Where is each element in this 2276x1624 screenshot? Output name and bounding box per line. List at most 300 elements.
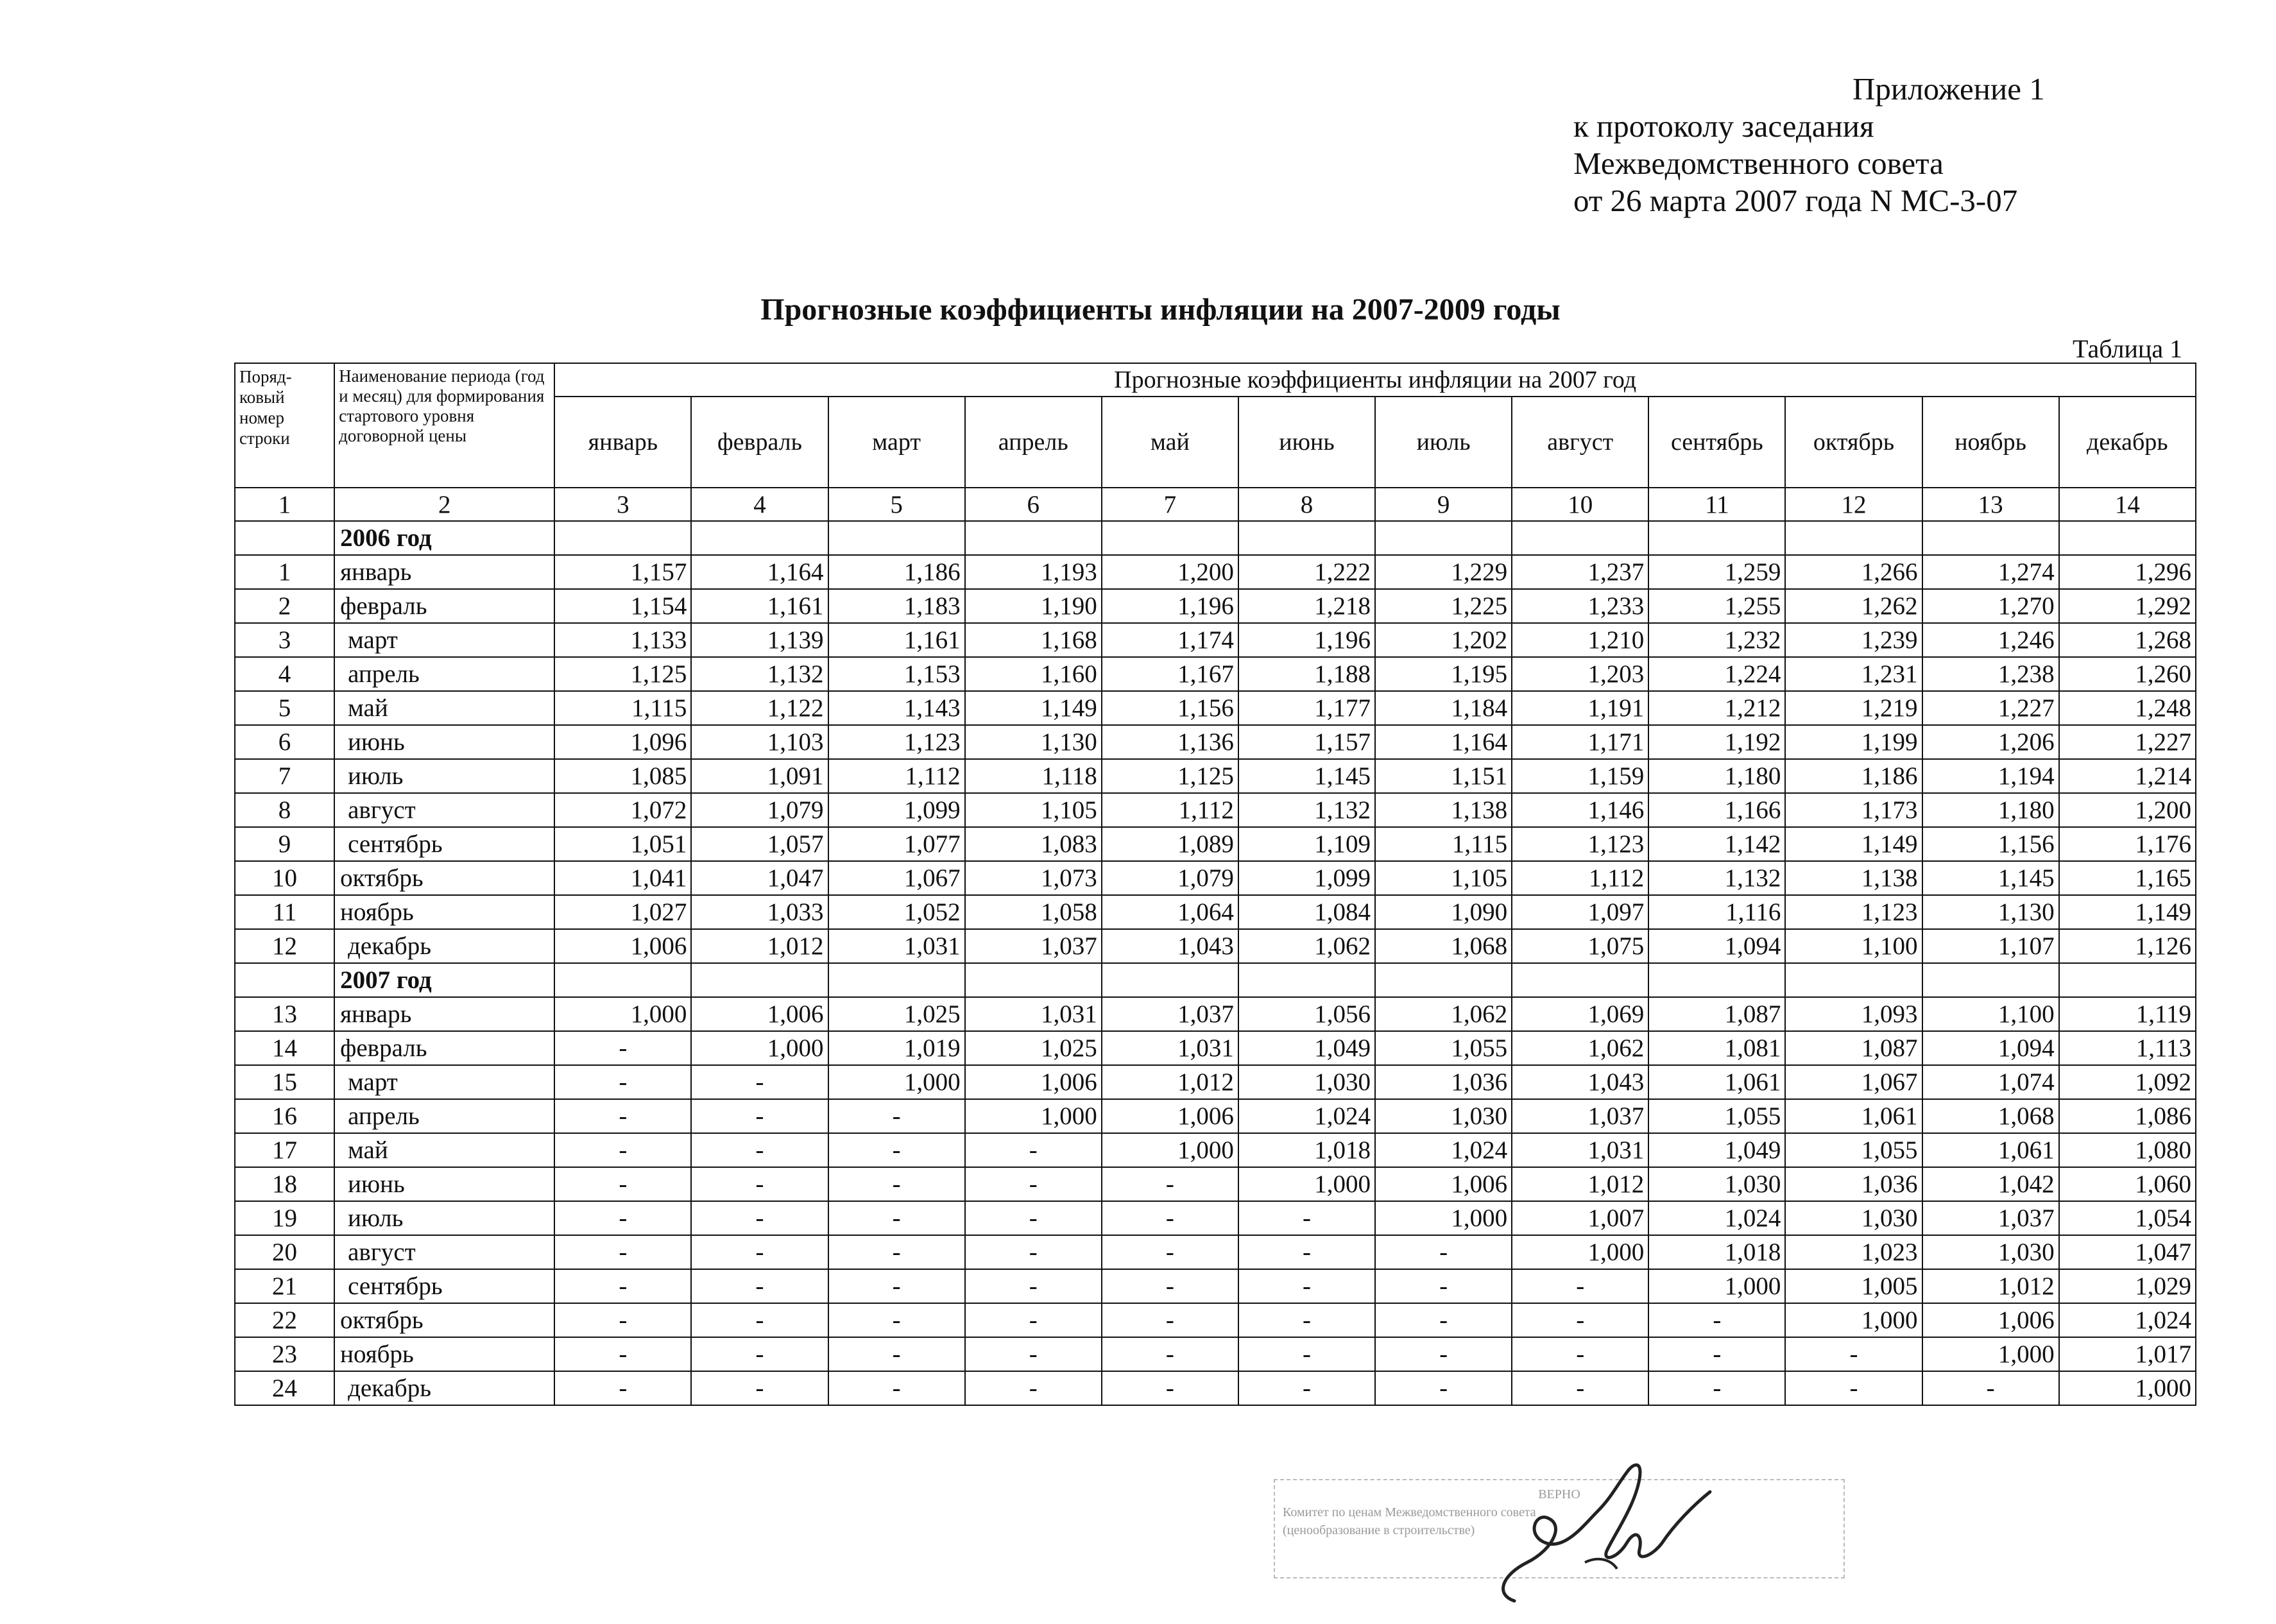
coefficient-cell: 1,173 bbox=[1785, 793, 1922, 827]
coefficient-cell: 1,126 bbox=[2059, 929, 2196, 963]
table-row bbox=[235, 555, 2196, 589]
coefficient-cell: 1,006 bbox=[1375, 1167, 1512, 1201]
coefficient-cell: 1,099 bbox=[828, 793, 965, 827]
coefficient-cell: 1,030 bbox=[1648, 1167, 1785, 1201]
empty-cell bbox=[1922, 963, 2059, 997]
header-month-4: апрель bbox=[965, 397, 1102, 488]
coefficient-cell: - bbox=[965, 1133, 1102, 1167]
coefficient-cell: 1,079 bbox=[1102, 861, 1238, 895]
coefficient-cell: 1,212 bbox=[1648, 691, 1785, 725]
header-month-5: май bbox=[1102, 397, 1238, 488]
coefficient-cell: 1,105 bbox=[1375, 861, 1512, 895]
coefficient-cell: 1,142 bbox=[1648, 827, 1785, 861]
coefficient-cell: 1,084 bbox=[1238, 895, 1375, 929]
coefficient-cell: 1,036 bbox=[1785, 1167, 1922, 1201]
empty-cell bbox=[691, 963, 828, 997]
coefficient-cell: 1,115 bbox=[1375, 827, 1512, 861]
coefficient-cell: - bbox=[554, 1065, 691, 1099]
coefficient-cell: 1,112 bbox=[828, 759, 965, 793]
coefficient-cell: - bbox=[965, 1371, 1102, 1405]
coefficient-cell: 1,061 bbox=[1648, 1065, 1785, 1099]
coefficient-cell: 1,000 bbox=[2059, 1371, 2196, 1405]
period-name: август bbox=[334, 1235, 554, 1269]
coefficient-cell: 1,094 bbox=[1922, 1031, 2059, 1065]
coefficient-cell: - bbox=[1922, 1371, 2059, 1405]
coefficient-cell: 1,161 bbox=[691, 589, 828, 623]
coefficient-cell: 1,138 bbox=[1375, 793, 1512, 827]
table-row bbox=[235, 725, 2196, 759]
empty-cell bbox=[235, 963, 334, 997]
coefficient-cell: 1,012 bbox=[1102, 1065, 1238, 1099]
coefficient-cell: 1,113 bbox=[2059, 1031, 2196, 1065]
coefficient-cell: - bbox=[1375, 1235, 1512, 1269]
coefficient-cell: 1,192 bbox=[1648, 725, 1785, 759]
coefficient-cell: 1,156 bbox=[1922, 827, 2059, 861]
row-number: 22 bbox=[235, 1303, 334, 1337]
coefficient-cell: - bbox=[554, 1303, 691, 1337]
empty-cell bbox=[1375, 521, 1512, 555]
coefficient-cell: 1,061 bbox=[1922, 1133, 2059, 1167]
period-name: март bbox=[334, 623, 554, 657]
coefficient-cell: 1,024 bbox=[1375, 1133, 1512, 1167]
period-name: март bbox=[334, 1065, 554, 1099]
row-number: 11 bbox=[235, 895, 334, 929]
coefficient-cell: - bbox=[1102, 1201, 1238, 1235]
coefficient-cell: - bbox=[1238, 1235, 1375, 1269]
coefficient-cell: 1,231 bbox=[1785, 657, 1922, 691]
coefficient-cell: - bbox=[691, 1371, 828, 1405]
coefficient-cell: 1,031 bbox=[828, 929, 965, 963]
coefficient-cell: 1,067 bbox=[828, 861, 965, 895]
table-row bbox=[235, 1065, 2196, 1099]
coefficient-cell: 1,073 bbox=[965, 861, 1102, 895]
table-row bbox=[235, 929, 2196, 963]
coefficient-cell: 1,027 bbox=[554, 895, 691, 929]
coefficient-cell: 1,037 bbox=[965, 929, 1102, 963]
coefficient-cell: 1,145 bbox=[1238, 759, 1375, 793]
coefficient-cell: 1,190 bbox=[965, 589, 1102, 623]
period-name: июнь bbox=[334, 1167, 554, 1201]
coefficient-cell: 1,122 bbox=[691, 691, 828, 725]
coefficient-cell: - bbox=[1102, 1235, 1238, 1269]
coefficient-cell: 1,051 bbox=[554, 827, 691, 861]
coefficient-cell: 1,136 bbox=[1102, 725, 1238, 759]
header-month-10: октябрь bbox=[1785, 397, 1922, 488]
coefficient-cell: 1,191 bbox=[1512, 691, 1648, 725]
coefficient-cell: 1,171 bbox=[1512, 725, 1648, 759]
coefficient-cell: 1,118 bbox=[965, 759, 1102, 793]
coefficient-cell: 1,200 bbox=[2059, 793, 2196, 827]
coefficient-cell: 1,097 bbox=[1512, 895, 1648, 929]
coefficient-cell: 1,177 bbox=[1238, 691, 1375, 725]
coefficient-cell: 1,067 bbox=[1785, 1065, 1922, 1099]
coefficient-cell: 1,165 bbox=[2059, 861, 2196, 895]
column-numbers-row bbox=[235, 488, 2196, 521]
period-name: октябрь bbox=[334, 861, 554, 895]
coefficient-cell: 1,180 bbox=[1648, 759, 1785, 793]
coefficient-cell: 1,115 bbox=[554, 691, 691, 725]
coefficient-cell: 1,079 bbox=[691, 793, 828, 827]
document-title: Прогнозные коэффициенты инфляции на 2007-2009 годы bbox=[760, 293, 1561, 327]
coefficient-cell: 1,024 bbox=[1238, 1099, 1375, 1133]
coefficient-cell: - bbox=[554, 1031, 691, 1065]
coefficient-cell: 1,041 bbox=[554, 861, 691, 895]
empty-cell bbox=[965, 521, 1102, 555]
coefficient-cell: 1,130 bbox=[1922, 895, 2059, 929]
coefficient-cell: 1,132 bbox=[691, 657, 828, 691]
appendix-note bbox=[1573, 71, 2045, 219]
empty-cell bbox=[1512, 521, 1648, 555]
coefficient-cell: 1,000 bbox=[1375, 1201, 1512, 1235]
coefficient-cell: 1,031 bbox=[965, 997, 1102, 1031]
period-name: ноябрь bbox=[334, 895, 554, 929]
header-month-2: февраль bbox=[691, 397, 828, 488]
column-number: 8 bbox=[1238, 488, 1375, 521]
period-name: май bbox=[334, 1133, 554, 1167]
coefficient-cell: - bbox=[691, 1133, 828, 1167]
empty-cell bbox=[2059, 521, 2196, 555]
table-row bbox=[235, 861, 2196, 895]
coefficient-cell: - bbox=[554, 1337, 691, 1371]
coefficient-cell: 1,042 bbox=[1922, 1167, 2059, 1201]
coefficient-cell: 1,062 bbox=[1375, 997, 1512, 1031]
coefficient-cell: 1,227 bbox=[2059, 725, 2196, 759]
row-number: 16 bbox=[235, 1099, 334, 1133]
coefficient-cell: 1,058 bbox=[965, 895, 1102, 929]
coefficient-cell: 1,159 bbox=[1512, 759, 1648, 793]
coefficient-cell: 1,274 bbox=[1922, 555, 2059, 589]
empty-cell bbox=[1648, 521, 1785, 555]
coefficient-cell: 1,075 bbox=[1512, 929, 1648, 963]
empty-cell bbox=[828, 521, 965, 555]
period-name: июль bbox=[334, 1201, 554, 1235]
coefficient-cell: 1,000 bbox=[1238, 1167, 1375, 1201]
table-row bbox=[235, 1235, 2196, 1269]
coefficient-cell: - bbox=[1238, 1269, 1375, 1303]
coefficient-cell: 1,229 bbox=[1375, 555, 1512, 589]
coefficient-cell: 1,049 bbox=[1238, 1031, 1375, 1065]
coefficient-cell: 1,006 bbox=[965, 1065, 1102, 1099]
coefficient-cell: 1,000 bbox=[965, 1099, 1102, 1133]
coefficient-cell: 1,183 bbox=[828, 589, 965, 623]
coefficient-cell: 1,054 bbox=[2059, 1201, 2196, 1235]
coefficient-cell: 1,006 bbox=[1922, 1303, 2059, 1337]
table-row bbox=[235, 1099, 2196, 1133]
column-number: 11 bbox=[1648, 488, 1785, 521]
period-name: июль bbox=[334, 759, 554, 793]
coefficient-cell: 1,012 bbox=[691, 929, 828, 963]
coefficient-cell: 1,210 bbox=[1512, 623, 1648, 657]
coefficient-cell: 1,203 bbox=[1512, 657, 1648, 691]
coefficient-cell: 1,047 bbox=[691, 861, 828, 895]
coefficient-cell: 1,017 bbox=[2059, 1337, 2196, 1371]
coefficient-cell: 1,225 bbox=[1375, 589, 1512, 623]
period-name: июнь bbox=[334, 725, 554, 759]
coefficient-cell: 1,237 bbox=[1512, 555, 1648, 589]
coefficient-cell: - bbox=[554, 1099, 691, 1133]
row-number: 20 bbox=[235, 1235, 334, 1269]
coefficient-cell: 1,087 bbox=[1648, 997, 1785, 1031]
header-month-7: июль bbox=[1375, 397, 1512, 488]
coefficient-cell: - bbox=[691, 1235, 828, 1269]
coefficient-cell: - bbox=[1102, 1303, 1238, 1337]
coefficient-cell: 1,132 bbox=[1648, 861, 1785, 895]
coefficient-cell: 1,030 bbox=[1238, 1065, 1375, 1099]
coefficient-cell: - bbox=[691, 1201, 828, 1235]
table-row bbox=[235, 1337, 2196, 1371]
coefficient-cell: 1,116 bbox=[1648, 895, 1785, 929]
table-row bbox=[235, 691, 2196, 725]
coefficient-cell: 1,255 bbox=[1648, 589, 1785, 623]
column-number: 5 bbox=[828, 488, 965, 521]
period-name: сентябрь bbox=[334, 827, 554, 861]
period-name: февраль bbox=[334, 1031, 554, 1065]
coefficient-cell: 1,055 bbox=[1648, 1099, 1785, 1133]
coefficient-cell: 1,005 bbox=[1785, 1269, 1922, 1303]
year-row bbox=[235, 521, 2196, 555]
coefficient-cell: - bbox=[1375, 1337, 1512, 1371]
empty-cell bbox=[2059, 963, 2196, 997]
column-number: 10 bbox=[1512, 488, 1648, 521]
coefficient-cell: 1,232 bbox=[1648, 623, 1785, 657]
table-row bbox=[235, 793, 2196, 827]
table-row bbox=[235, 1269, 2196, 1303]
coefficient-cell: 1,000 bbox=[1512, 1235, 1648, 1269]
coefficient-cell: 1,096 bbox=[554, 725, 691, 759]
empty-cell bbox=[1238, 521, 1375, 555]
empty-cell bbox=[1375, 963, 1512, 997]
empty-cell bbox=[554, 963, 691, 997]
coefficient-cell: 1,199 bbox=[1785, 725, 1922, 759]
coefficient-cell: - bbox=[828, 1235, 965, 1269]
coefficient-cell: 1,145 bbox=[1922, 861, 2059, 895]
coefficient-cell: 1,036 bbox=[1375, 1065, 1512, 1099]
coefficient-cell: 1,012 bbox=[1922, 1269, 2059, 1303]
year-label: 2007 год bbox=[334, 963, 554, 997]
empty-cell bbox=[1785, 521, 1922, 555]
empty-cell bbox=[554, 521, 691, 555]
empty-cell bbox=[1785, 963, 1922, 997]
coefficient-cell: 1,193 bbox=[965, 555, 1102, 589]
column-number: 6 bbox=[965, 488, 1102, 521]
coefficient-cell: 1,000 bbox=[1648, 1269, 1785, 1303]
period-name: декабрь bbox=[334, 1371, 554, 1405]
table-row bbox=[235, 1201, 2196, 1235]
coefficient-cell: 1,000 bbox=[1102, 1133, 1238, 1167]
coefficient-cell: 1,184 bbox=[1375, 691, 1512, 725]
coefficient-cell: - bbox=[1238, 1201, 1375, 1235]
table-row bbox=[235, 1031, 2196, 1065]
empty-cell bbox=[828, 963, 965, 997]
coefficient-cell: 1,123 bbox=[828, 725, 965, 759]
inflation-coefficients-table bbox=[234, 363, 2196, 1406]
coefficient-cell: - bbox=[1238, 1371, 1375, 1405]
coefficient-cell: 1,109 bbox=[1238, 827, 1375, 861]
coefficient-cell: 1,149 bbox=[965, 691, 1102, 725]
coefficient-cell: 1,174 bbox=[1102, 623, 1238, 657]
coefficient-cell: 1,033 bbox=[691, 895, 828, 929]
header-coefficients-group: Прогнозные коэффициенты инфляции на 2007 год bbox=[554, 363, 2196, 397]
coefficient-cell: 1,080 bbox=[2059, 1133, 2196, 1167]
row-number: 7 bbox=[235, 759, 334, 793]
coefficient-cell: 1,031 bbox=[1102, 1031, 1238, 1065]
coefficient-cell: 1,156 bbox=[1102, 691, 1238, 725]
coefficient-cell: - bbox=[1238, 1337, 1375, 1371]
coefficient-cell: 1,194 bbox=[1922, 759, 2059, 793]
coefficient-cell: 1,200 bbox=[1102, 555, 1238, 589]
table-row bbox=[235, 997, 2196, 1031]
coefficient-cell: 1,000 bbox=[691, 1031, 828, 1065]
coefficient-cell: - bbox=[965, 1167, 1102, 1201]
coefficient-cell: 1,266 bbox=[1785, 555, 1922, 589]
table-row bbox=[235, 1133, 2196, 1167]
coefficient-cell: 1,133 bbox=[554, 623, 691, 657]
row-number: 1 bbox=[235, 555, 334, 589]
stamp-line-3: (ценообразование в строительстве) bbox=[1283, 1523, 1475, 1537]
coefficient-cell: 1,196 bbox=[1238, 623, 1375, 657]
coefficient-cell: - bbox=[828, 1337, 965, 1371]
coefficient-cell: 1,268 bbox=[2059, 623, 2196, 657]
coefficient-cell: 1,019 bbox=[828, 1031, 965, 1065]
coefficient-cell: - bbox=[965, 1303, 1102, 1337]
coefficient-cell: - bbox=[554, 1201, 691, 1235]
row-number: 15 bbox=[235, 1065, 334, 1099]
table-row bbox=[235, 759, 2196, 793]
appendix-line-4: от 26 марта 2007 года N МС-3-07 bbox=[1573, 183, 2018, 218]
coefficient-cell: - bbox=[554, 1167, 691, 1201]
coefficient-cell: 1,125 bbox=[554, 657, 691, 691]
coefficient-cell: 1,031 bbox=[1512, 1133, 1648, 1167]
coefficient-cell: 1,061 bbox=[1785, 1099, 1922, 1133]
coefficient-cell: - bbox=[828, 1133, 965, 1167]
coefficient-cell: 1,086 bbox=[2059, 1099, 2196, 1133]
coefficient-cell: 1,227 bbox=[1922, 691, 2059, 725]
year-row bbox=[235, 963, 2196, 997]
coefficient-cell: 1,132 bbox=[1238, 793, 1375, 827]
header-month-9: сентябрь bbox=[1648, 397, 1785, 488]
coefficient-cell: - bbox=[554, 1235, 691, 1269]
row-number: 8 bbox=[235, 793, 334, 827]
table-label: Таблица 1 bbox=[2073, 334, 2183, 363]
coefficient-cell: 1,146 bbox=[1512, 793, 1648, 827]
coefficient-cell: 1,006 bbox=[1102, 1099, 1238, 1133]
coefficient-cell: 1,260 bbox=[2059, 657, 2196, 691]
column-number: 13 bbox=[1922, 488, 2059, 521]
coefficient-cell: 1,037 bbox=[1922, 1201, 2059, 1235]
coefficient-cell: 1,103 bbox=[691, 725, 828, 759]
coefficient-cell: - bbox=[691, 1065, 828, 1099]
coefficient-cell: 1,125 bbox=[1102, 759, 1238, 793]
coefficient-cell: 1,151 bbox=[1375, 759, 1512, 793]
coefficient-cell: - bbox=[554, 1371, 691, 1405]
coefficient-cell: 1,094 bbox=[1648, 929, 1785, 963]
row-number: 3 bbox=[235, 623, 334, 657]
header-month-6: июнь bbox=[1238, 397, 1375, 488]
empty-cell bbox=[1102, 521, 1238, 555]
coefficient-cell: 1,056 bbox=[1238, 997, 1375, 1031]
period-name: апрель bbox=[334, 1099, 554, 1133]
coefficient-cell: 1,060 bbox=[2059, 1167, 2196, 1201]
coefficient-cell: 1,219 bbox=[1785, 691, 1922, 725]
table-row bbox=[235, 589, 2196, 623]
coefficient-cell: 1,085 bbox=[554, 759, 691, 793]
coefficient-cell: 1,012 bbox=[1512, 1167, 1648, 1201]
table-row bbox=[235, 657, 2196, 691]
coefficient-cell: - bbox=[828, 1099, 965, 1133]
coefficient-cell: 1,018 bbox=[1238, 1133, 1375, 1167]
row-number: 4 bbox=[235, 657, 334, 691]
stamp-line-1: ВЕРНО bbox=[1538, 1487, 1580, 1501]
row-number: 6 bbox=[235, 725, 334, 759]
coefficient-cell: 1,176 bbox=[2059, 827, 2196, 861]
coefficient-cell: 1,024 bbox=[1648, 1201, 1785, 1235]
coefficient-cell: 1,057 bbox=[691, 827, 828, 861]
coefficient-cell: 1,064 bbox=[1102, 895, 1238, 929]
coefficient-cell: 1,007 bbox=[1512, 1201, 1648, 1235]
coefficient-cell: - bbox=[691, 1167, 828, 1201]
coefficient-cell: - bbox=[1648, 1303, 1785, 1337]
coefficient-cell: - bbox=[965, 1337, 1102, 1371]
coefficient-cell: - bbox=[1102, 1371, 1238, 1405]
row-number: 18 bbox=[235, 1167, 334, 1201]
coefficient-cell: 1,123 bbox=[1785, 895, 1922, 929]
coefficient-cell: - bbox=[1102, 1269, 1238, 1303]
coefficient-cell: 1,072 bbox=[554, 793, 691, 827]
coefficient-cell: 1,246 bbox=[1922, 623, 2059, 657]
coefficient-cell: 1,023 bbox=[1785, 1235, 1922, 1269]
coefficient-cell: - bbox=[1102, 1337, 1238, 1371]
coefficient-cell: 1,006 bbox=[691, 997, 828, 1031]
row-number: 14 bbox=[235, 1031, 334, 1065]
coefficient-cell: 1,233 bbox=[1512, 589, 1648, 623]
row-number: 2 bbox=[235, 589, 334, 623]
coefficient-cell: 1,077 bbox=[828, 827, 965, 861]
table-row bbox=[235, 1303, 2196, 1337]
coefficient-cell: 1,164 bbox=[691, 555, 828, 589]
coefficient-cell: 1,154 bbox=[554, 589, 691, 623]
coefficient-cell: 1,270 bbox=[1922, 589, 2059, 623]
appendix-line-2: к протоколу заседания bbox=[1573, 108, 1874, 144]
coefficient-cell: - bbox=[1375, 1303, 1512, 1337]
coefficient-cell: 1,166 bbox=[1648, 793, 1785, 827]
header-month-1: январь bbox=[554, 397, 691, 488]
header-row-number: Поряд-ковый номер строки bbox=[235, 363, 334, 488]
coefficient-cell: 1,069 bbox=[1512, 997, 1648, 1031]
coefficient-cell: 1,000 bbox=[1922, 1337, 2059, 1371]
coefficient-cell: - bbox=[691, 1269, 828, 1303]
header-period-name: Наименование периода (год и месяц) для формирования стартового уровня договорной цены bbox=[334, 363, 554, 488]
table-row bbox=[235, 895, 2196, 929]
coefficient-cell: 1,030 bbox=[1375, 1099, 1512, 1133]
coefficient-cell: 1,186 bbox=[1785, 759, 1922, 793]
coefficient-cell: 1,089 bbox=[1102, 827, 1238, 861]
coefficient-cell: 1,093 bbox=[1785, 997, 1922, 1031]
coefficient-cell: 1,074 bbox=[1922, 1065, 2059, 1099]
coefficient-cell: 1,062 bbox=[1238, 929, 1375, 963]
period-name: январь bbox=[334, 997, 554, 1031]
table-row bbox=[235, 827, 2196, 861]
coefficient-cell: - bbox=[1512, 1303, 1648, 1337]
coefficient-cell: 1,224 bbox=[1648, 657, 1785, 691]
column-number: 7 bbox=[1102, 488, 1238, 521]
column-number: 12 bbox=[1785, 488, 1922, 521]
coefficient-cell: 1,238 bbox=[1922, 657, 2059, 691]
coefficient-cell: 1,081 bbox=[1648, 1031, 1785, 1065]
stamp-line-2: Комитет по ценам Межведомственного совета bbox=[1283, 1505, 1536, 1519]
coefficient-cell: 1,161 bbox=[828, 623, 965, 657]
coefficient-cell: 1,112 bbox=[1512, 861, 1648, 895]
column-number: 1 bbox=[235, 488, 334, 521]
